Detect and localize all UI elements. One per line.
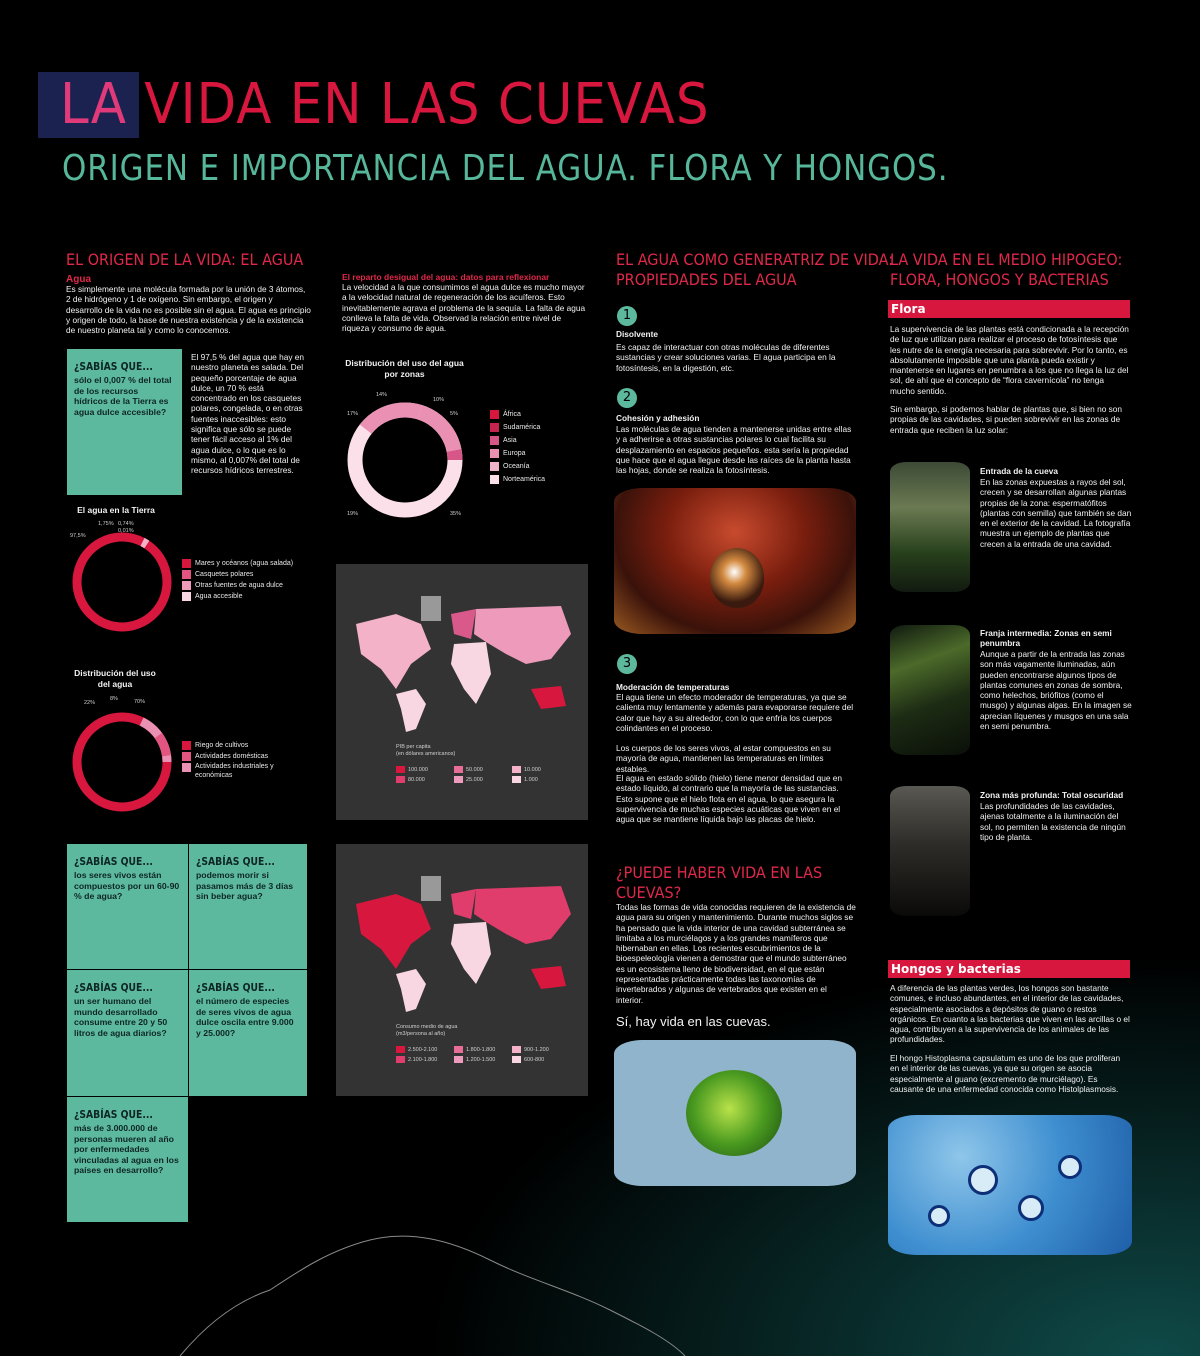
microorganism-photo	[614, 1040, 856, 1186]
num-1-icon: 1	[617, 306, 637, 326]
item-1-text: Es capaz de interactuar con otras moléculas de diferentes sustancias y crear soluciones varias. El agua participa en la fotosíntesis, en la digestión, etc.	[616, 342, 836, 373]
flora-bar: Flora	[888, 300, 1130, 318]
label-074: 0,74%	[118, 521, 134, 527]
label-17: 17%	[347, 411, 359, 417]
agua-label: Agua	[66, 274, 91, 285]
label-22: 22%	[84, 700, 96, 706]
sabias-question: ¿SABÍAS QUE...	[74, 1109, 153, 1121]
agua-text: Es simplemente una molécula formada por la unión de 3 átomos, 2 de hidrógeno y 1 de oxígeno. Sin embargo, el origen y desarrollo de la vida no es posible sin el agua. El agua es principio y origen de todo, la base de nuestra existencia y de la existencia de nuestro planeta tal y como lo conocemos.	[66, 284, 311, 336]
fungus-cell-icon	[1058, 1155, 1082, 1179]
legend-item: Mares y océanos (agua salada)	[182, 558, 322, 569]
col3-heading-1: EL AGUA COMO GENERATRIZ DE VIDA:	[616, 250, 894, 269]
legend-item: Oceanía	[490, 460, 570, 473]
item-1-title: Disolvente	[616, 329, 658, 339]
item-3-title: Moderación de temperaturas	[616, 682, 730, 692]
flora-p2: Sin embargo, si podemos hablar de plantas que, si bien no son propias de las cavidades, si pueden sobrevivir en las zonas de entrada que reciben la luz solar:	[890, 404, 1123, 435]
sabias-box-3	[188, 843, 308, 970]
item-2-text: Las moléculas de agua tienden a mantenerse unidas entre ellas y a adherirse a otras sustancias polares lo cual facilita su desplazamiento en espacios pequeños. esta sería la propiedad que hace que el agua llegue desde las raíces de la planta hasta las hojas, donde se realiza la fotosíntesis.	[616, 424, 852, 476]
dark-zone-photo	[890, 786, 970, 916]
map2-sub: (m3/persona al año)	[396, 1031, 446, 1037]
sabias-text: podemos morir si pasamos más de 3 días sin beber agua?	[196, 870, 294, 901]
map1-sub: (en dólares americanos)	[396, 751, 456, 757]
zone-3-title: Zona más profunda: Total oscuridad	[980, 790, 1124, 800]
water-drop-photo	[614, 488, 856, 634]
chart-use-donut	[60, 700, 185, 825]
world-map-consumo	[336, 874, 588, 1014]
extra-1-text: Los cuerpos de los seres vivos, al estar compuestos en su mayoría de agua, mantienen las temperaturas en límites estables.	[616, 743, 831, 774]
col3-heading-4: CUEVAS?	[616, 883, 682, 902]
flora-p1: La supervivencia de las plantas está condicionada a la recepción de luz que utilizan para realizar el proceso de fotosíntesis que les nutre de la energía necesaria para sobrevivir. Por lo tanto, es absolutamente imposible que una planta pueda existir y mantenerse en lugares en penumbra a los que no llega la luz del sol, de ahí que el concepto de “flora cavernícola” no tenga mucho sentido.	[890, 324, 1129, 396]
sabias-box-6	[66, 1096, 189, 1223]
legend-item: Casquetes polares	[182, 569, 322, 580]
col4-heading-2: FLORA, HONGOS Y BACTERIAS	[890, 270, 1109, 289]
legend-item: Actividades domésticas	[182, 751, 302, 762]
col4-heading-1: LA VIDA EN EL MEDIO HIPOGEO:	[890, 250, 1123, 269]
chart-zones-legend	[490, 408, 570, 486]
title-la: LA	[60, 72, 127, 137]
hongos-bar: Hongos y bacterias	[888, 960, 1130, 978]
legend-item: África	[490, 408, 570, 421]
label-35: 35%	[450, 511, 462, 517]
legend-item: Agua accesible	[182, 591, 322, 602]
page-subtitle: ORIGEN E IMPORTANCIA DEL AGUA. FLORA Y HONGOS.	[62, 148, 949, 189]
water-drop-icon	[710, 548, 764, 608]
map-pib: PIB per capita (en dólares americanos) 100.000 80.000 50.000 25.000 10.000 1.000	[336, 564, 588, 820]
sabias-box-5	[188, 969, 308, 1097]
sabias-text: más de 3.000.000 de personas mueren al año por enfermedades vinculadas al agua en los países en desarrollo?	[74, 1123, 179, 1175]
sabias-question: ¿SABÍAS QUE...	[74, 361, 153, 373]
zone-2-text: Aunque a partir de la entrada las zonas son más vagamente iluminadas, aún pueden encontrarse algunos tipos de plantas comunes en zonas de sombra, como helechos, briófitos (como el musgo) y algunas algas. En la imagen se aprecian líquenes y musgos en una sala en semi penumbra.	[980, 649, 1132, 732]
zone-1-title: Entrada de la cueva	[980, 466, 1058, 476]
col3-heading-3: ¿PUEDE HABER VIDA EN LAS	[616, 863, 823, 882]
legend-item: Europa	[490, 447, 570, 460]
title-rest: VIDA EN LAS CUEVAS	[144, 72, 710, 137]
num-2-icon: 2	[617, 388, 637, 408]
cave-entrance-photo	[890, 462, 970, 592]
slice-salada	[77, 537, 167, 627]
sabias-text: sólo el 0,007 % del total de los recursos hídricos de la Tierra es agua dulce accesible?	[74, 375, 172, 417]
sabias-question: ¿SABÍAS QUE...	[196, 856, 275, 868]
label-975: 97,5%	[70, 533, 86, 539]
legend-item: Actividades industriales y económicas	[182, 762, 302, 780]
zone-1-text: En las zonas expuestas a rayos del sol, crecen y se desarrollan algunas plantas propias de la zona: espermatófitos (plantas con semilla) que también se dan en el exterior de la cavidad. La fotografía muestra un ejemplo de plantas que crecen a la entrada de una cavidad.	[980, 477, 1132, 549]
chart-use-title: Distribución del uso del agua	[74, 668, 156, 689]
map-consumo: Consumo medio de agua (m3/persona al año) 2.500-2.100 2.100-1.800 1.800-1.800 1.200-1.500 900-1.200 600-800	[336, 844, 588, 1096]
algae-cell-icon	[686, 1070, 782, 1156]
sabias-text: un ser humano del mundo desarrollado consume entre 20 y 50 litros de agua diarios?	[74, 996, 168, 1038]
sabias-box-2	[66, 843, 189, 970]
col3-heading-2: PROPIEDADES DEL AGUA	[616, 270, 797, 289]
fungus-cell-icon	[968, 1165, 998, 1195]
sabias-question: ¿SABÍAS QUE...	[196, 982, 275, 994]
fungus-cell-icon	[1018, 1195, 1044, 1221]
col1-heading: EL ORIGEN DE LA VIDA: EL AGUA	[66, 250, 304, 269]
vida-text: Todas las formas de vida conocidas requieren de la existencia de agua para su origen y mantenimiento. Durante muchos siglos se ha pensado que la vida interior de una cavidad subterránea se limitaba a los murciélagos y a los grandes mamíferos que hibernaban en ellas. Los recientes escubrimientos de la bioespeleología vienen a demostrar que el mundo subterráneo es un ecosistema lleno de biodiversidad, en el que están representadas prácticamente todas las taxonomías de invertebrados y algunas de vertebrados que existen en el interior.	[616, 902, 856, 1005]
label-175: 1,75%	[98, 521, 114, 527]
label-001: 0,01%	[118, 528, 134, 534]
label-8: 8%	[110, 696, 118, 702]
legend-item: Asia	[490, 434, 570, 447]
zone-2-title: Franja intermedia: Zonas en semi penumbra	[980, 628, 1112, 649]
label-10: 10%	[433, 397, 445, 403]
label-70: 70%	[134, 699, 146, 705]
extra-2-text: El agua en estado sólido (hielo) tiene menor densidad que en estado líquido, al contrario que la mayoría de las sustancias. Esto supone que el hielo flota en el agua, lo que asegura la supervivencia de muchas especies acuáticas que viven en el agua que se mantiene líquida bajo las placas de hielo.	[616, 773, 843, 825]
hongos-p1: A diferencia de las plantas verdes, los hongos son bastante comunes, e incluso abundantes, en el interior de las cavidades, especialmente asociados a depósitos de guano o restos orgánicos. En cuanto a las bacterias que viven en las arcillas o el agua, contribuyen a la supervivencia de los animales de las profundidades.	[890, 983, 1130, 1045]
sabias-question: ¿SABÍAS QUE...	[74, 856, 153, 868]
sabias-text: los seres vivos están compuestos por un 60-90 % de agua?	[74, 870, 180, 901]
legend-item: Sudamérica	[490, 421, 570, 434]
hongos-p2: El hongo Histoplasma capsulatum es uno de los que proliferan en el interior de las cuevas, ya que su origen se asocia especialmente al guano (excremento de murciélago). Es causante de una enfermedad conocida como Histolplasmosis.	[890, 1053, 1121, 1094]
chart-earth-legend	[182, 558, 322, 602]
page-title	[60, 72, 709, 138]
sabias-box-4	[66, 969, 189, 1097]
sabias-text: el número de especies de seres vivos de agua dulce oscila entre 9.000 y 25.000?	[196, 996, 294, 1038]
zone-3-text: Las profundidades de las cavidades, ajenas totalmente a la iluminación del sol, no permiten la existencia de ningún tipo de planta.	[980, 801, 1126, 842]
cave-outline-decoration	[170, 1230, 690, 1356]
world-map-pib	[336, 594, 588, 734]
item-2-title: Cohesión y adhesión	[616, 413, 700, 423]
chart-zones-title: Distribución del uso del agua por zonas	[345, 358, 464, 379]
legend-item: Norteamérica	[490, 473, 570, 486]
col2-text: La velocidad a la que consumimos el agua dulce es mucho mayor a la velocidad natural de regeneración de los acuíferos. Esto inevitablemente agrava el problema de la sequía. La falta de agua conlleva la falta de vida. Observad la relación entre nivel de riqueza y consumo de agua.	[342, 282, 586, 334]
legend-item: Otras fuentes de agua dulce	[182, 580, 322, 591]
map1-title: PIB per capita	[396, 744, 431, 750]
legend-item: Riego de cultivos	[182, 740, 302, 751]
semi-penumbra-photo	[890, 625, 970, 755]
sabias-box-1	[66, 348, 183, 496]
fungus-cell-icon	[928, 1205, 950, 1227]
chart-earth-title: El agua en la Tierra	[77, 505, 155, 515]
chart-use-legend	[182, 740, 302, 780]
si-vida-text: Sí, hay vida en las cuevas.	[616, 1014, 771, 1029]
histoplasma-photo	[888, 1115, 1132, 1255]
item-3-text: El agua tiene un efecto moderador de temperaturas, ya que se calienta muy lentamente y además para evaporarse requiere del calor que hay a su alrededor, con lo que enfría los cuerpos colindantes en el proceso.	[616, 692, 854, 733]
map2-title: Consumo medio de agua	[396, 1024, 458, 1030]
label-19: 19%	[347, 511, 359, 517]
sabias-question: ¿SABÍAS QUE...	[74, 982, 153, 994]
label-14: 14%	[376, 392, 388, 398]
label-5: 5%	[450, 411, 458, 417]
side-text: El 97,5 % del agua que hay en nuestro planeta es salada. Del pequeño porcentaje de agua dulce, un 70 % está concentrado en los casquetes polares, congelada, o en otras fuentes inaccesibles: esto significa que sólo se puede tener fácil acceso al 1% del agua dulce, o lo que es lo mismo, al 0,007% del total de recursos hídricos terrestres.	[191, 352, 305, 476]
num-3-icon: 3	[617, 654, 637, 674]
col2-heading: El reparto desigual del agua: datos para reflexionar	[342, 272, 550, 282]
